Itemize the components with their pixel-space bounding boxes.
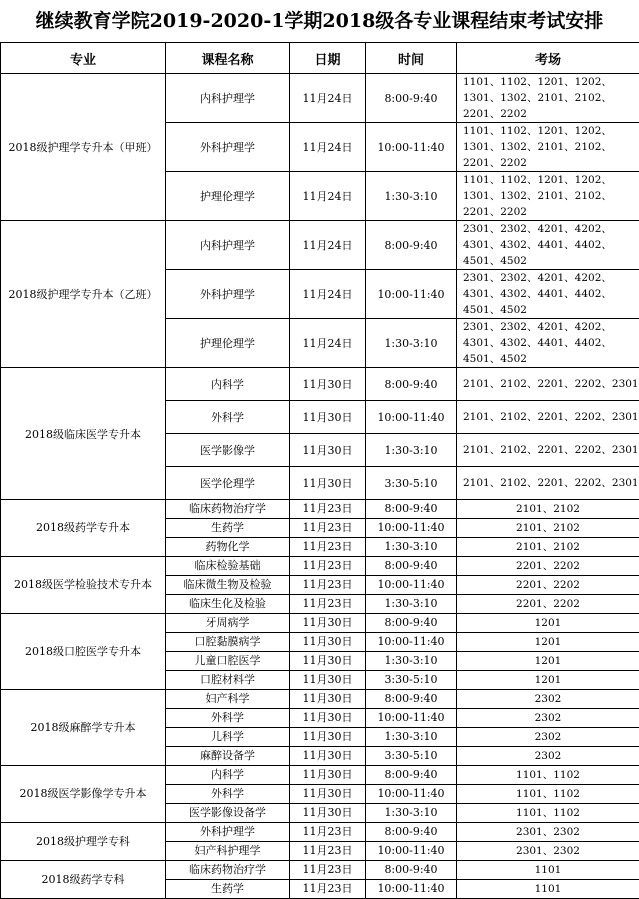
course-cell: 内科护理学 [166,221,290,270]
table-row [1,823,639,842]
date-cell: 11月24日 [290,74,366,123]
table-row [1,500,639,519]
major-cell: 2018级医学影像学专升本 [1,766,166,823]
room-cell: 2301、2302 [457,823,639,842]
date-cell: 11月30日 [290,709,366,728]
room-cell: 1101、1102 [457,785,639,804]
date-cell: 11月30日 [290,747,366,766]
date-cell: 11月30日 [290,401,366,434]
date-cell: 11月30日 [290,467,366,500]
time-cell: 3:30-5:10 [366,467,457,500]
time-cell: 10:00-11:40 [366,633,457,652]
room-cell: 2302 [457,709,639,728]
course-cell: 临床检验基础 [166,557,290,576]
course-cell: 儿童口腔医学 [166,652,290,671]
room-cell: 1201 [457,671,639,690]
major-cell: 2018级医学检验技术专升本 [1,557,166,614]
major-cell: 2018级药学专科 [1,861,166,899]
time-cell: 8:00-9:40 [366,500,457,519]
exam-schedule-table [0,42,639,899]
table-body [1,74,639,899]
course-cell: 口腔黏膜病学 [166,633,290,652]
time-cell: 10:00-11:40 [366,842,457,861]
date-cell: 11月30日 [290,728,366,747]
time-cell: 3:30-5:10 [366,671,457,690]
time-cell: 1:30-3:10 [366,434,457,467]
date-cell: 11月23日 [290,538,366,557]
time-cell: 10:00-11:40 [366,880,457,899]
time-cell: 1:30-3:10 [366,652,457,671]
date-cell: 11月23日 [290,576,366,595]
date-cell: 11月23日 [290,823,366,842]
course-cell: 妇产科学 [166,690,290,709]
course-cell: 外科护理学 [166,823,290,842]
time-cell: 1:30-3:10 [366,319,457,368]
time-cell: 8:00-9:40 [366,557,457,576]
date-cell: 11月24日 [290,270,366,319]
course-cell: 妇产科护理学 [166,842,290,861]
header-date: 日期 [290,43,366,74]
course-cell: 外科学 [166,401,290,434]
room-cell: 1201 [457,614,639,633]
time-cell: 1:30-3:10 [366,804,457,823]
room-cell: 2301、2302、4201、4202、4301、4302、4401、4402、4501、4502 [457,270,639,319]
major-cell: 2018级护理学专升本（乙班） [1,221,166,368]
time-cell: 1:30-3:10 [366,172,457,221]
course-cell: 生药学 [166,880,290,899]
date-cell: 11月30日 [290,633,366,652]
date-cell: 11月24日 [290,123,366,172]
time-cell: 8:00-9:40 [366,368,457,401]
date-cell: 11月30日 [290,434,366,467]
course-cell: 药物化学 [166,538,290,557]
room-cell: 2101、2102、2201、2202、2301 [457,434,639,467]
room-cell: 2301、2302、4201、4202、4301、4302、4401、4402、4501、4502 [457,221,639,270]
major-cell: 2018级药学专升本 [1,500,166,557]
room-cell: 1101 [457,861,639,880]
room-cell: 2301、2302、4201、4202、4301、4302、4401、4402、4501、4502 [457,319,639,368]
room-cell: 2302 [457,728,639,747]
room-cell: 2101、2102、2201、2202、2301 [457,401,639,434]
table-row [1,766,639,785]
table-header [1,43,639,74]
course-cell: 临床药物治疗学 [166,861,290,880]
course-cell: 外科护理学 [166,270,290,319]
header-time: 时间 [366,43,457,74]
date-cell: 11月30日 [290,690,366,709]
time-cell: 8:00-9:40 [366,74,457,123]
date-cell: 11月23日 [290,519,366,538]
room-cell: 1101、1102、1201、1202、1301、1302、2101、2102、2201、2202 [457,74,639,123]
time-cell: 10:00-11:40 [366,401,457,434]
room-cell: 2201、2202 [457,576,639,595]
date-cell: 11月30日 [290,671,366,690]
time-cell: 8:00-9:40 [366,690,457,709]
major-cell: 2018级临床医学专升本 [1,368,166,500]
major-cell: 2018级口腔医学专升本 [1,614,166,690]
date-cell: 11月30日 [290,766,366,785]
time-cell: 8:00-9:40 [366,823,457,842]
table-row [1,557,639,576]
room-cell: 2301、2302 [457,842,639,861]
major-cell: 2018级护理学专升本（甲班） [1,74,166,221]
course-cell: 内科护理学 [166,74,290,123]
time-cell: 1:30-3:10 [366,538,457,557]
time-cell: 10:00-11:40 [366,709,457,728]
room-cell: 2201、2202 [457,557,639,576]
date-cell: 11月23日 [290,842,366,861]
room-cell: 1101、1102、1201、1202、1301、1302、2101、2102、2201、2202 [457,172,639,221]
table-row [1,221,639,270]
time-cell: 1:30-3:10 [366,728,457,747]
room-cell: 1101、1102、1201、1202、1301、1302、2101、2102、2201、2202 [457,123,639,172]
time-cell: 8:00-9:40 [366,766,457,785]
table-row [1,861,639,880]
date-cell: 11月23日 [290,557,366,576]
course-cell: 外科学 [166,709,290,728]
time-cell: 10:00-11:40 [366,270,457,319]
time-cell: 10:00-11:40 [366,123,457,172]
time-cell: 10:00-11:40 [366,785,457,804]
table-row [1,368,639,401]
course-cell: 外科学 [166,785,290,804]
time-cell: 8:00-9:40 [366,614,457,633]
major-cell: 2018级麻醉学专升本 [1,690,166,766]
date-cell: 11月30日 [290,804,366,823]
room-cell: 1101、1102 [457,804,639,823]
date-cell: 11月30日 [290,368,366,401]
room-cell: 2101、2102 [457,519,639,538]
table-row [1,614,639,633]
course-cell: 医学影像设备学 [166,804,290,823]
room-cell: 1101、1102 [457,766,639,785]
course-cell: 儿科学 [166,728,290,747]
course-cell: 临床微生物及检验 [166,576,290,595]
room-cell: 2201、2202 [457,595,639,614]
date-cell: 11月23日 [290,595,366,614]
course-cell: 临床生化及检验 [166,595,290,614]
room-cell: 2101、2102、2201、2202、2301 [457,467,639,500]
room-cell: 2302 [457,690,639,709]
room-cell: 2101、2102 [457,538,639,557]
room-cell: 1201 [457,652,639,671]
course-cell: 护理伦理学 [166,172,290,221]
date-cell: 11月30日 [290,785,366,804]
room-cell: 2302 [457,747,639,766]
date-cell: 11月30日 [290,614,366,633]
course-cell: 医学影像学 [166,434,290,467]
course-cell: 内科学 [166,368,290,401]
date-cell: 11月24日 [290,172,366,221]
time-cell: 1:30-3:10 [366,595,457,614]
table-row [1,74,639,123]
course-cell: 牙周病学 [166,614,290,633]
room-cell: 2101、2102 [457,500,639,519]
course-cell: 内科学 [166,766,290,785]
course-cell: 临床药物治疗学 [166,500,290,519]
course-cell: 生药学 [166,519,290,538]
date-cell: 11月23日 [290,880,366,899]
time-cell: 10:00-11:40 [366,519,457,538]
time-cell: 3:30-5:10 [366,747,457,766]
time-cell: 8:00-9:40 [366,861,457,880]
room-cell: 1201 [457,633,639,652]
table-row [1,690,639,709]
room-cell: 2101、2102、2201、2202、2301 [457,368,639,401]
course-cell: 外科护理学 [166,123,290,172]
date-cell: 11月30日 [290,652,366,671]
course-cell: 医学伦理学 [166,467,290,500]
header-major: 专业 [1,43,166,74]
major-cell: 2018级护理学专科 [1,823,166,861]
course-cell: 麻醉设备学 [166,747,290,766]
header-room: 考场 [457,43,639,74]
room-cell: 1101 [457,880,639,899]
page-title: 继续教育学院2019-2020-1学期2018级各专业课程结束考试安排 [0,0,639,42]
header-course: 课程名称 [166,43,290,74]
header-row [1,43,639,74]
date-cell: 11月23日 [290,500,366,519]
date-cell: 11月24日 [290,221,366,270]
time-cell: 10:00-11:40 [366,576,457,595]
date-cell: 11月23日 [290,861,366,880]
course-cell: 护理伦理学 [166,319,290,368]
time-cell: 8:00-9:40 [366,221,457,270]
date-cell: 11月24日 [290,319,366,368]
course-cell: 口腔材料学 [166,671,290,690]
